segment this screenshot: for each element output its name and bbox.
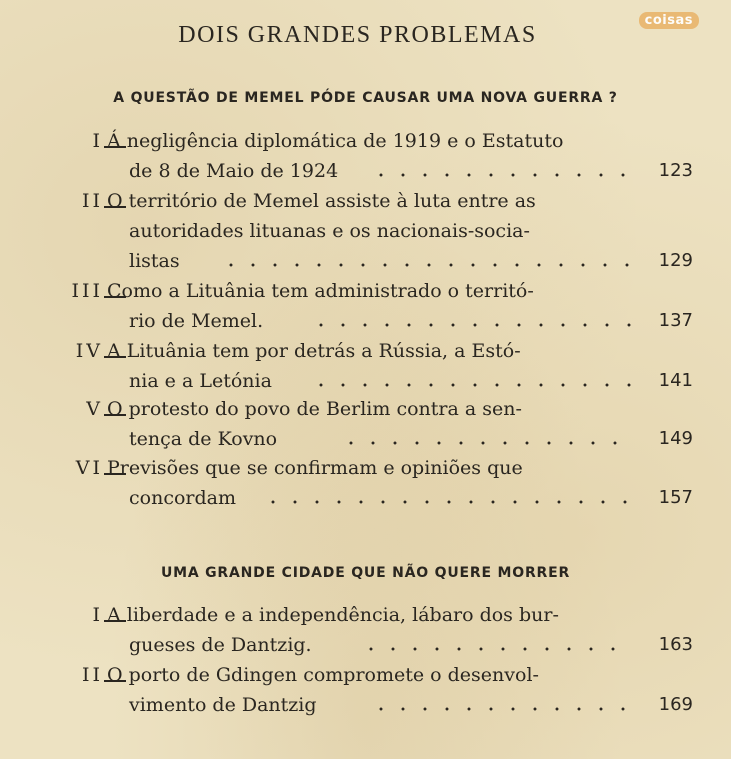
entry-text-line: nia e a Letónia xyxy=(129,370,272,392)
entry-text-line: Como a Lituânia tem administrado o territó- xyxy=(107,280,534,302)
dot-leaders xyxy=(310,380,632,390)
dot-leaders xyxy=(262,497,632,507)
entry-number: IV xyxy=(75,340,103,362)
entry-page-number: 137 xyxy=(658,310,693,331)
entry-text-line: Previsões que se confirmam e opiniões que xyxy=(107,457,523,479)
entry-text-line: autoridades lituanas e os nacionais-socia- xyxy=(129,220,530,242)
entry-text-line: O protesto do povo de Berlim contra a sen- xyxy=(107,398,522,420)
page-title: DOIS GRANDES PROBLEMAS xyxy=(178,22,537,48)
entry-text-line: rio de Memel. xyxy=(129,310,264,332)
dot-leaders xyxy=(220,260,632,270)
entry-page-number: 149 xyxy=(658,428,693,449)
entry-number: I xyxy=(92,130,103,152)
entry-text-line: A Lituânia tem por detrás a Rússia, a Estó- xyxy=(107,340,521,362)
entry-text-line: O território de Memel assiste à luta entre as xyxy=(107,190,536,212)
dot-leaders xyxy=(310,320,632,330)
entry-page-number: 157 xyxy=(658,487,693,508)
entry-text-line: O porto de Gdingen compromete o desenvol- xyxy=(107,664,539,686)
entry-number: VI xyxy=(75,457,103,479)
dot-leaders xyxy=(360,644,632,654)
entry-page-number: 163 xyxy=(658,634,693,655)
entry-text-line: concordam xyxy=(129,487,236,509)
entry-page-number: 129 xyxy=(658,250,693,271)
entry-text-line: listas xyxy=(129,250,180,272)
entry-page-number: 141 xyxy=(658,370,693,391)
watermark-logo: coisas xyxy=(639,12,699,29)
dot-leaders xyxy=(370,704,632,714)
dot-leaders xyxy=(340,438,632,448)
entry-page-number: 123 xyxy=(658,160,693,181)
section-title-memel: A QUESTÃO DE MEMEL PÓDE CAUSAR UMA NOVA GUERRA ? xyxy=(113,90,618,106)
entry-text-line: A liberdade e a independência, lábaro dos bur- xyxy=(107,604,559,626)
entry-page-number: 169 xyxy=(658,694,693,715)
entry-number: I xyxy=(92,604,103,626)
entry-text-line: gueses de Dantzig. xyxy=(129,634,312,656)
entry-number: II xyxy=(81,190,103,212)
entry-text-line: vimento de Dantzig xyxy=(129,694,317,716)
entry-text-line: de 8 de Maio de 1924 xyxy=(129,160,339,182)
entry-number: III xyxy=(71,280,103,302)
entry-number: II xyxy=(81,664,103,686)
entry-text-line: tença de Kovno xyxy=(129,428,278,450)
entry-text-line: Á negligência diplomática de 1919 e o Estatuto xyxy=(107,130,564,152)
section-title-dantzig: UMA GRANDE CIDADE QUE NÃO QUERE MORRER xyxy=(160,565,571,581)
entry-number: V xyxy=(86,398,103,420)
dot-leaders xyxy=(370,170,632,180)
